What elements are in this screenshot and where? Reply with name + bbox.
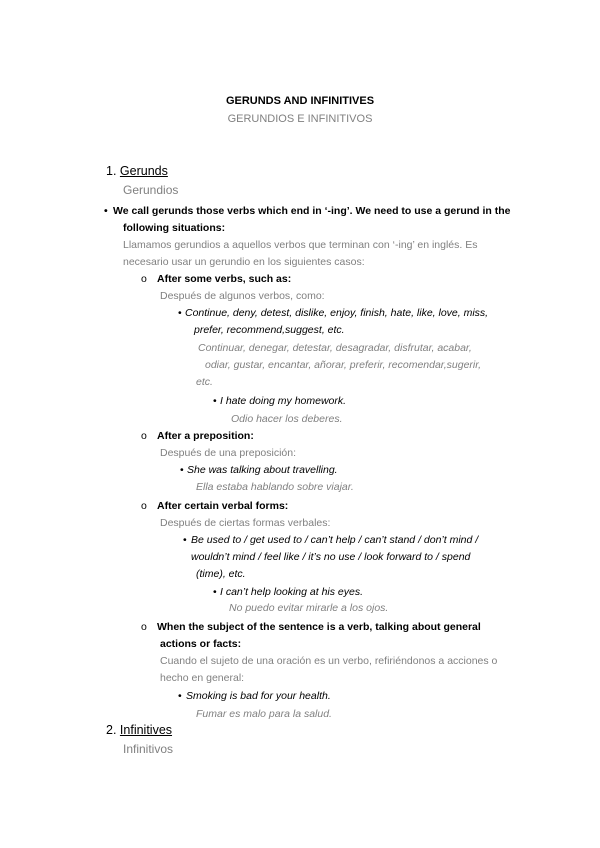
- case-3-sub-example-spanish: No puedo evitar mirarle a los ojos.: [229, 602, 389, 614]
- case-4-title-line-1: When the subject of the sentence is a verb, talking about general: [157, 621, 481, 633]
- section-2-title-spanish: Infinitivos: [123, 742, 174, 756]
- section-2-title: Infinitives: [119, 723, 173, 737]
- case-4-spanish-line-1: Cuando el sujeto de una oración es un verbo, refiriéndonos a acciones o: [160, 655, 498, 667]
- case-2-example-spanish: Ella estaba hablando sobre viajar.: [196, 481, 354, 493]
- case-3-sub-example: I can’t help looking at his eyes.: [220, 586, 364, 598]
- section-1-number: 1.: [106, 164, 117, 178]
- section-1-title-spanish: Gerundios: [123, 183, 179, 197]
- intro-line-1: We call gerunds those verbs which end in ‘-ing’. We need to use a gerund in the: [113, 205, 511, 217]
- case-1-examples-line-2: prefer, recommend,suggest, etc.: [194, 324, 345, 336]
- section-1-title: Gerunds: [119, 164, 168, 178]
- case-4-example: Smoking is bad for your health.: [186, 690, 331, 702]
- case-1-examples-bullet: •: [178, 307, 182, 319]
- case-1-title-spanish: Después de algunos verbos, como:: [160, 290, 325, 302]
- case-4-marker: o: [141, 621, 147, 633]
- case-1-sub-bullet: •: [213, 395, 217, 407]
- case-1-sub-example-spanish: Odio hacer los deberes.: [231, 413, 343, 425]
- case-4-example-spanish: Fumar es malo para la salud.: [196, 708, 332, 720]
- case-3-title: After certain verbal forms:: [157, 500, 289, 512]
- section-2-number: 2.: [106, 723, 117, 737]
- case-1-examples-spanish-3: etc.: [196, 376, 213, 388]
- page-title-spanish: GERUNDIOS E INFINITIVOS: [227, 113, 373, 125]
- intro-spanish-line-1: Llamamos gerundios a aquellos verbos que terminan con ‘-ing’ en inglés. Es: [123, 239, 478, 251]
- case-3-examples-line-1: Be used to / get used to / can’t help / can’t stand / don’t mind /: [191, 534, 479, 546]
- intro-bullet: •: [104, 205, 108, 217]
- case-4-example-bullet: •: [178, 690, 182, 702]
- case-3-title-spanish: Después de ciertas formas verbales:: [160, 517, 331, 529]
- case-2-marker: o: [141, 430, 147, 442]
- case-3-sub-bullet: •: [213, 586, 217, 598]
- case-2-title-spanish: Después de una preposición:: [160, 447, 297, 459]
- intro-spanish-line-2: necesario usar un gerundio en los siguientes casos:: [123, 256, 365, 268]
- case-1-title: After some verbs, such as:: [157, 273, 292, 285]
- section-1-heading: [106, 163, 168, 179]
- case-1-sub-example: I hate doing my homework.: [220, 395, 347, 407]
- case-1-examples-spanish-2: odiar, gustar, encantar, añorar, preferir, recomendar,sugerir,: [205, 359, 482, 371]
- case-2-title: After a preposition:: [157, 430, 254, 442]
- case-1-marker: o: [141, 273, 147, 285]
- section-2-heading: [106, 722, 172, 738]
- case-1-examples-line-1: Continue, deny, detest, dislike, enjoy, finish, hate, like, love, miss,: [185, 307, 489, 319]
- case-3-marker: o: [141, 500, 147, 512]
- case-3-examples-line-3: (time), etc.: [196, 568, 246, 580]
- case-3-examples-bullet: •: [183, 534, 187, 546]
- case-1-examples-spanish-1: Continuar, denegar, detestar, desagradar, disfrutar, acabar,: [198, 342, 472, 354]
- case-4-title-line-2: actions or facts:: [160, 638, 242, 650]
- intro-line-2: following situations:: [123, 222, 226, 234]
- case-3-examples-line-2: wouldn’t mind / feel like / it’s no use / look forward to / spend: [191, 551, 471, 563]
- case-2-example: She was talking about travelling.: [187, 464, 338, 476]
- case-2-example-bullet: •: [180, 464, 184, 476]
- case-4-spanish-line-2: hecho en general:: [160, 672, 245, 684]
- page-title: GERUNDS AND INFINITIVES: [225, 95, 375, 107]
